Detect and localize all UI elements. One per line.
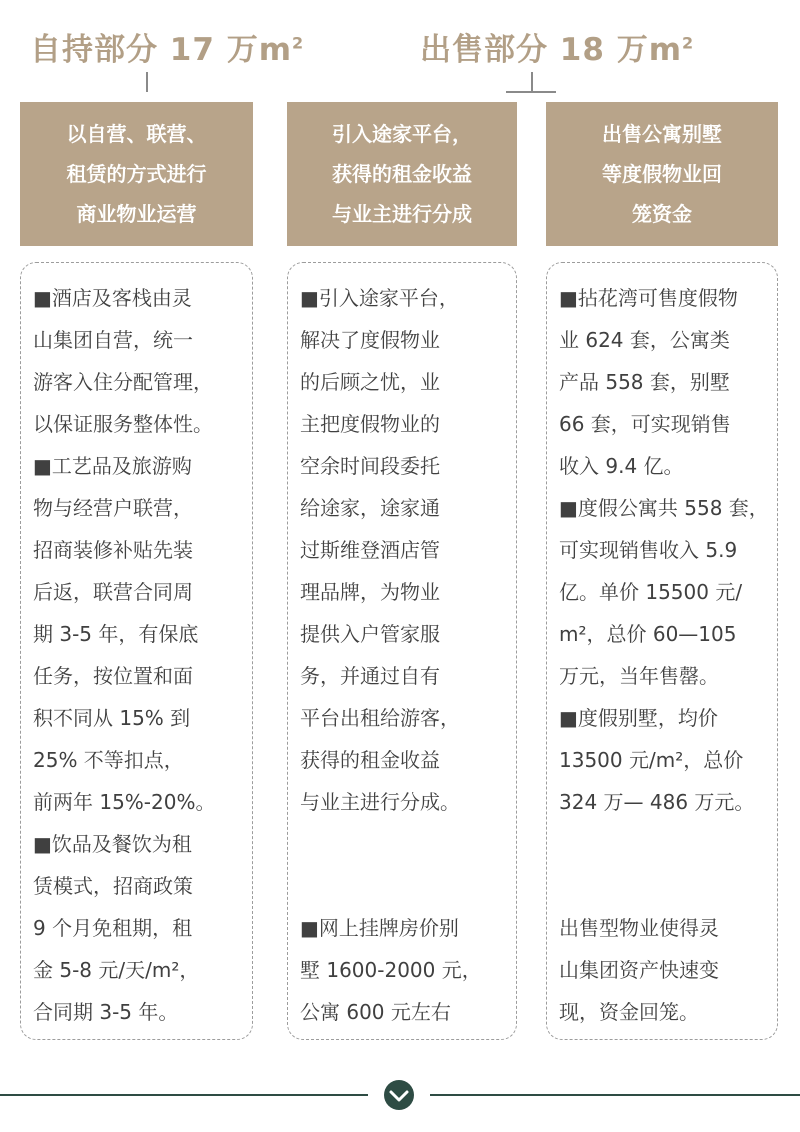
- text-line: 提供入户管家服: [300, 622, 440, 646]
- connector-right-bar: [506, 91, 556, 93]
- text-line: 给途家，途家通: [300, 496, 440, 520]
- text-line: 业 624 套，公寓类: [559, 328, 730, 352]
- text-line: 平台出租给游客，: [300, 706, 460, 730]
- text-line: 324 万— 486 万元。: [559, 790, 755, 814]
- text-line: 以保证服务整体性。: [33, 412, 213, 436]
- heading-for-sale: 出售部分 18 万$m^2$: [420, 32, 695, 68]
- column-header-operation: 以自营、联营、 租赁的方式进行 商业物业运营: [20, 102, 253, 246]
- text-line: ■拈花湾可售度假物: [559, 286, 738, 310]
- text-line: 山集团资产快速变: [559, 958, 719, 982]
- text-line: 13500 元/m²，总价: [559, 748, 744, 772]
- text-line: 期 3-5 年，有保底: [33, 622, 199, 646]
- column-body-operation: [20, 262, 253, 1040]
- text-line: 现，资金回笼。: [559, 1000, 699, 1024]
- text-line: 山集团自营，统一: [33, 328, 193, 352]
- text-line: 9 个月免租期，租: [33, 916, 193, 940]
- text-line: 赁模式，招商政策: [33, 874, 193, 898]
- text-line: 产品 558 套，别墅: [559, 370, 730, 394]
- text-line: 与业主进行分成。: [300, 790, 460, 814]
- text-line: ■酒店及客栈由灵: [33, 286, 192, 310]
- footer-divider-right: [430, 1094, 800, 1096]
- text-line: ■度假公寓共 558 套，: [559, 496, 769, 520]
- text-line: ■工艺品及旅游购: [33, 454, 192, 478]
- footer-divider-left: [0, 1094, 368, 1096]
- text-line: 合同期 3-5 年。: [33, 1000, 179, 1024]
- text-line: ■度假别墅，均价: [559, 706, 718, 730]
- text-line: 公寓 600 元左右: [300, 1000, 451, 1024]
- text-line: 可实现销售收入 5.9: [559, 538, 738, 562]
- text-line: 万元，当年售罄。: [559, 664, 719, 688]
- text-line: 出售型物业使得灵: [559, 916, 719, 940]
- text-line: ■引入途家平台，: [300, 286, 459, 310]
- text-line: 后返，联营合同周: [33, 580, 193, 604]
- check-circle-icon: [383, 1079, 415, 1111]
- text-line: 游客入住分配管理，: [33, 370, 213, 394]
- text-line: 任务，按位置和面: [33, 664, 193, 688]
- text-line: 获得的租金收益: [300, 748, 440, 772]
- text-line: 主把度假物业的: [300, 412, 440, 436]
- text-line: 前两年 15%-20%。: [33, 790, 216, 814]
- text-line: 25% 不等扣点，: [33, 748, 184, 772]
- text-line: m²，总价 60—105: [559, 622, 737, 646]
- text-line: 务，并通过自有: [300, 664, 440, 688]
- text-line: 金 5-8 元/天/m²，: [33, 958, 200, 982]
- column-header-tujia: 引入途家平台， 获得的租金收益 与业主进行分成: [287, 102, 517, 246]
- heading-self-held: 自持部分 17 万$m^2$: [30, 32, 305, 68]
- text-line: 招商装修补贴先装: [33, 538, 193, 562]
- text-line: 空余时间段委托: [300, 454, 440, 478]
- text-line: ■网上挂牌房价别: [300, 916, 459, 940]
- connector-left: [146, 72, 148, 92]
- text-line: 过斯维登酒店管: [300, 538, 440, 562]
- text-line: 物与经营户联营，: [33, 496, 193, 520]
- spacer: [559, 823, 771, 865]
- text-line: 理品牌，为物业: [300, 580, 440, 604]
- spacer: [559, 865, 771, 907]
- text-line: 收入 9.4 亿。: [559, 454, 684, 478]
- text-line: 墅 1600-2000 元，: [300, 958, 482, 982]
- text-line: 亿。单价 15500 元/: [559, 580, 743, 604]
- column-header-sales: 出售公寓别墅 等度假物业回 笼资金: [546, 102, 778, 246]
- text-line: ■饮品及餐饮为租: [33, 832, 192, 856]
- column-body-tujia: [287, 262, 517, 1040]
- column-body-sales: [546, 262, 778, 1040]
- connector-right-stem: [531, 72, 533, 92]
- spacer: [300, 865, 510, 907]
- text-line: 解决了度假物业: [300, 328, 440, 352]
- text-line: 积不同从 15% 到: [33, 706, 191, 730]
- text-line: 66 套，可实现销售: [559, 412, 731, 436]
- text-line: 的后顾之忧，业: [300, 370, 440, 394]
- spacer: [300, 823, 510, 865]
